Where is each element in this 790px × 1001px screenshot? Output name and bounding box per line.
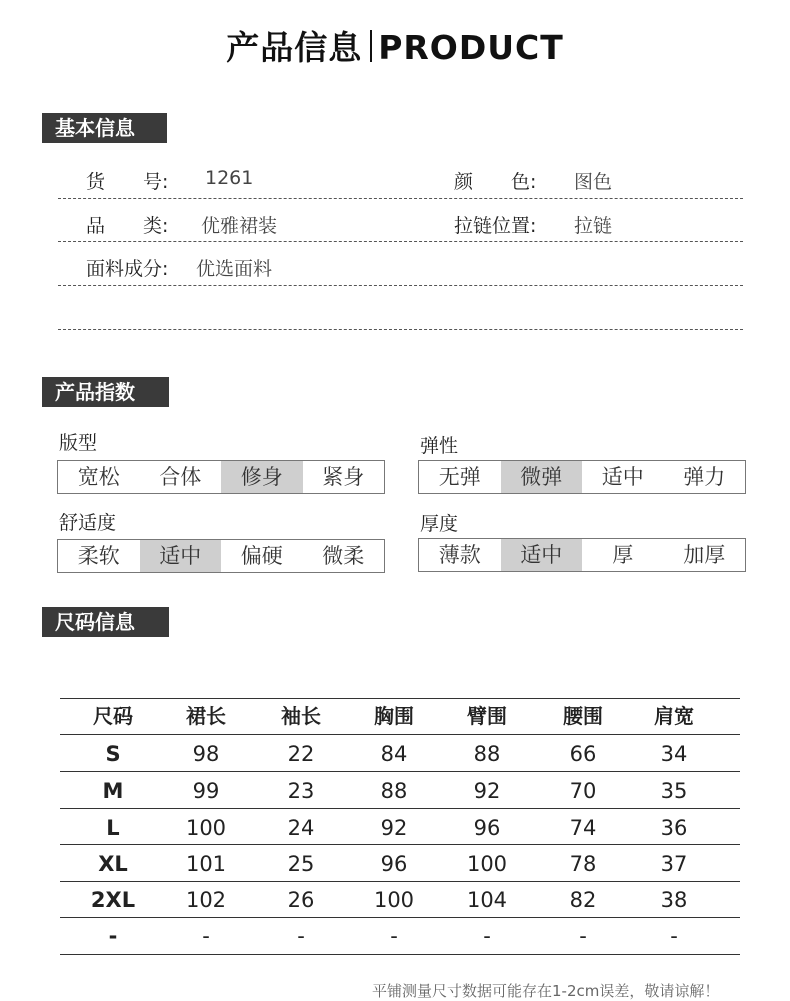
category-value: 优雅裙装 <box>201 215 278 237</box>
table-header-cell: 胸围 <box>374 704 414 728</box>
table-row <box>60 846 740 883</box>
table-cell: 84 <box>380 742 408 766</box>
table-cell: 100 <box>466 852 508 876</box>
section-tag-size: 尺码信息 <box>42 607 169 637</box>
table-cell: 26 <box>287 888 315 912</box>
table-cell: 78 <box>569 852 597 876</box>
table-cell: 36 <box>660 816 688 840</box>
comfort-option: 柔软 <box>77 544 120 568</box>
zipper-label: 拉链位置: <box>454 215 537 237</box>
page-title-cn: 产品信息 <box>226 28 363 67</box>
color-value: 图色 <box>574 171 613 193</box>
table-cell: 38 <box>660 888 688 912</box>
thickness-scale <box>418 538 746 572</box>
size-cell: 2XL <box>90 888 136 912</box>
table-row <box>60 773 740 810</box>
table-rule <box>60 734 740 735</box>
zipper-value: 拉链 <box>574 215 613 237</box>
comfort-option: 微柔 <box>322 544 365 568</box>
section-tag-index: 产品指数 <box>42 377 169 407</box>
fabric-label: 面料成分: <box>86 258 169 280</box>
size-cell: XL <box>98 852 128 876</box>
table-header-cell: 腰围 <box>563 704 603 728</box>
table-cell: - <box>579 924 587 948</box>
fit-title: 版型 <box>59 432 98 454</box>
table-header-cell: 袖长 <box>281 704 321 728</box>
table-header-cell: 臂围 <box>467 704 507 728</box>
elasticity-option: 弹力 <box>683 465 726 489</box>
comfort-option: 适中 <box>140 540 222 572</box>
table-cell: 100 <box>185 816 227 840</box>
table-cell: 88 <box>380 779 408 803</box>
table-cell: 102 <box>185 888 227 912</box>
item-no-value: 1261 <box>205 167 254 189</box>
table-header-cell: 肩宽 <box>654 704 694 728</box>
table-cell: 37 <box>660 852 688 876</box>
size-cell: S <box>105 742 121 766</box>
table-rule <box>60 844 740 845</box>
table-row <box>60 882 740 919</box>
table-header-row <box>60 698 740 735</box>
table-cell: - <box>297 924 305 948</box>
table-cell: 74 <box>569 816 597 840</box>
section-tag-basic: 基本信息 <box>42 113 167 143</box>
page-title <box>0 22 790 69</box>
divider <box>58 329 743 330</box>
table-rule <box>60 698 740 699</box>
page-title-en: PRODUCT <box>378 28 564 67</box>
table-cell: 34 <box>660 742 688 766</box>
divider <box>58 285 743 286</box>
table-cell: 88 <box>473 742 501 766</box>
table-cell: 82 <box>569 888 597 912</box>
table-cell: - <box>390 924 398 948</box>
elasticity-option: 适中 <box>601 465 644 489</box>
table-rule <box>60 881 740 882</box>
table-header-cell: 尺码 <box>93 704 133 728</box>
thickness-option: 薄款 <box>438 543 481 567</box>
table-rule <box>60 808 740 809</box>
elasticity-scale <box>418 460 746 494</box>
category-label: 品 类: <box>86 215 169 237</box>
color-label: 颜 色: <box>454 171 537 193</box>
elasticity-option: 无弹 <box>438 465 481 489</box>
comfort-title: 舒适度 <box>59 512 117 534</box>
comfort-option: 偏硬 <box>240 544 283 568</box>
table-cell: 24 <box>287 816 315 840</box>
fit-option: 宽松 <box>77 465 120 489</box>
table-row <box>60 736 740 773</box>
table-cell: 96 <box>380 852 408 876</box>
measurement-note: 平铺测量尺寸数据可能存在1-2cm误差，敬请谅解！ <box>372 982 720 1000</box>
table-cell: - <box>670 924 678 948</box>
table-row <box>60 810 740 847</box>
item-no-label: 货 号: <box>86 171 169 193</box>
thickness-title: 厚度 <box>420 513 459 535</box>
thickness-option: 适中 <box>501 539 583 571</box>
table-header-cell: 裙长 <box>186 704 226 728</box>
divider <box>58 198 743 199</box>
table-cell: 92 <box>380 816 408 840</box>
table-cell: 92 <box>473 779 501 803</box>
elasticity-option: 微弹 <box>501 461 583 493</box>
table-cell: 98 <box>192 742 220 766</box>
comfort-scale <box>57 539 385 573</box>
fit-option: 紧身 <box>322 465 365 489</box>
fit-option: 合体 <box>159 465 202 489</box>
table-cell: 70 <box>569 779 597 803</box>
table-cell: 101 <box>185 852 227 876</box>
size-cell: L <box>106 816 120 840</box>
fabric-value: 优选面料 <box>196 258 273 280</box>
table-rule <box>60 771 740 772</box>
fit-scale <box>57 460 385 494</box>
fit-option: 修身 <box>221 461 303 493</box>
title-divider <box>370 30 372 62</box>
table-cell: 96 <box>473 816 501 840</box>
elasticity-title: 弹性 <box>420 435 459 457</box>
size-cell: M <box>102 779 124 803</box>
table-cell: 66 <box>569 742 597 766</box>
table-cell: 100 <box>373 888 415 912</box>
table-cell: 104 <box>466 888 508 912</box>
table-row <box>60 918 740 955</box>
thickness-option: 厚 <box>612 543 634 567</box>
table-cell: 25 <box>287 852 315 876</box>
table-cell: 22 <box>287 742 315 766</box>
thickness-option: 加厚 <box>683 543 726 567</box>
table-rule <box>60 954 740 955</box>
table-cell: 23 <box>287 779 315 803</box>
divider <box>58 241 743 242</box>
table-cell: 99 <box>192 779 220 803</box>
table-cell: - <box>483 924 491 948</box>
table-cell: - <box>202 924 210 948</box>
table-rule <box>60 917 740 918</box>
table-cell: 35 <box>660 779 688 803</box>
size-cell: - <box>108 924 118 948</box>
